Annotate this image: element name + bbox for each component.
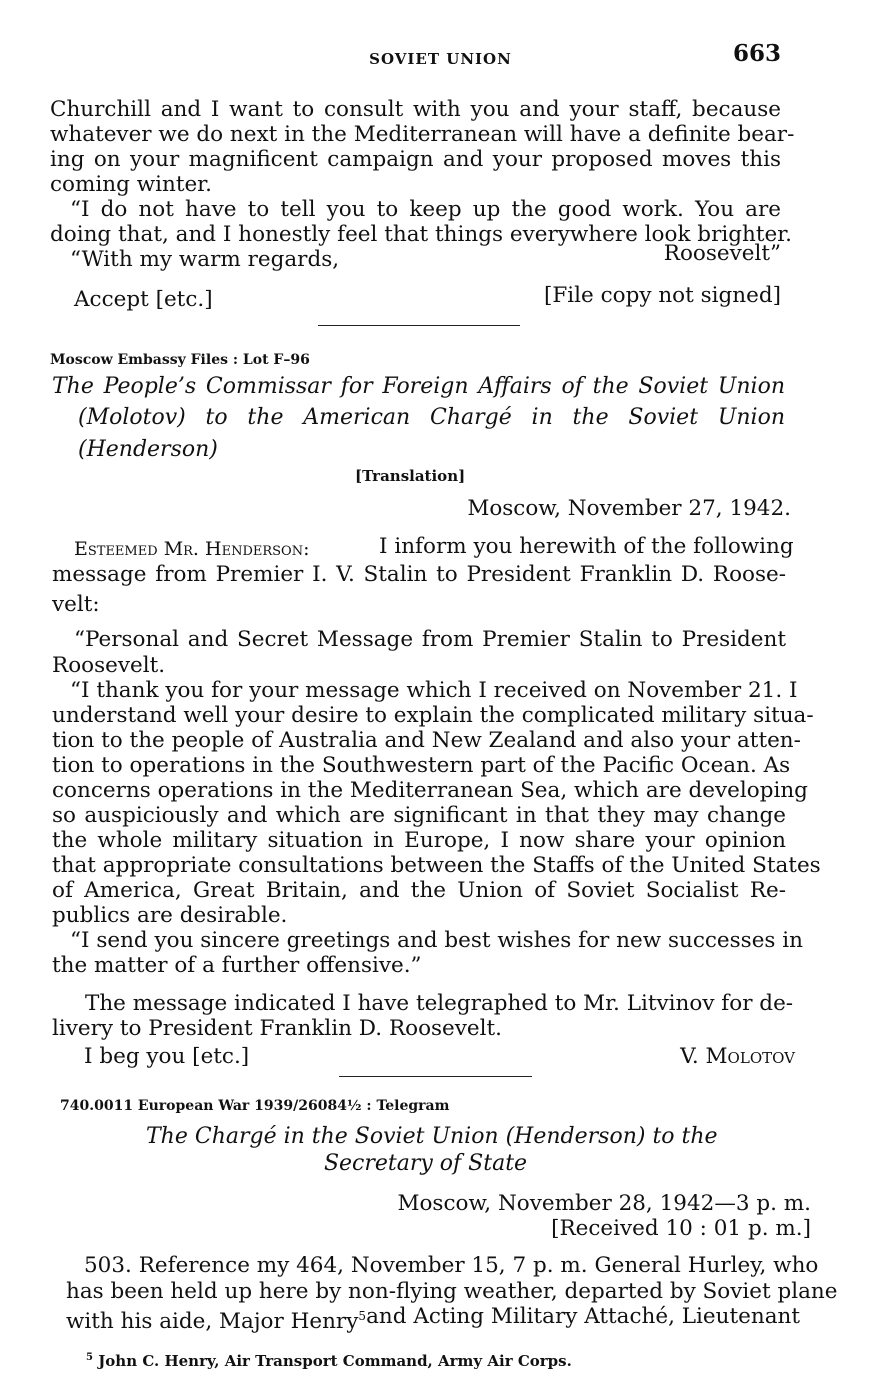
document-title: (Molotov) to the American Chargé in the Soviet Union — [78, 405, 785, 430]
text-line: has been held up here by non-flying weather, departed by Soviet plane — [66, 1279, 838, 1304]
text-line: “With my warm regards, — [70, 247, 340, 272]
page-number: 663 — [732, 40, 781, 67]
dateline: Moscow, November 27, 1942. — [467, 496, 791, 521]
document-title: The People’s Commissar for Foreign Affairs of the Soviet Union — [52, 374, 785, 399]
text-line: so auspiciously and which are significant in that they may change — [52, 803, 786, 828]
text-line: of America, Great Britain, and the Union of Soviet Socialist Re- — [52, 878, 786, 903]
text-line: doing that, and I honestly feel that things everywhere look brighter. — [50, 222, 792, 247]
section-divider — [318, 325, 520, 326]
text-line: tion to the people of Australia and New Zealand and also your atten- — [52, 728, 801, 753]
signature: Roosevelt” — [663, 241, 781, 266]
text-line: the whole military situation in Europe, I now share your opinion — [52, 828, 786, 853]
text-line: “Personal and Secret Message from Premier Stalin to President — [74, 627, 786, 652]
text-line: “I thank you for your message which I received on November 21. I — [70, 678, 798, 703]
footnote-marker: 5 — [358, 1309, 366, 1323]
section-divider — [339, 1076, 532, 1077]
file-copy-note: [File copy not signed] — [543, 283, 781, 308]
text-segment: and Acting Military Attaché, Lieutenant — [366, 1304, 800, 1329]
text-line: understand well your desire to explain the complicated military situa- — [52, 703, 814, 728]
text-line: Roosevelt. — [52, 653, 166, 678]
text-line: “I send you sincere greetings and best wishes for new successes in — [70, 928, 804, 953]
signature: V. Molotov — [680, 1044, 795, 1069]
text-line: “I do not have to tell you to keep up the good work. You are — [70, 197, 781, 222]
text-line: The message indicated I have telegraphed to Mr. Litvinov for de- — [85, 991, 794, 1016]
text-line: coming winter. — [50, 172, 212, 197]
text-line — [66, 1303, 800, 1335]
source-reference: 740.0011 European War 1939/26084½ : Telegram — [60, 1098, 450, 1114]
text-line: 503. Reference my 464, November 15, 7 p. m. General Hurley, who — [84, 1253, 819, 1278]
source-reference: Moscow Embassy Files : Lot F–96 — [50, 352, 310, 368]
text-line: livery to President Franklin D. Roosevelt. — [52, 1016, 502, 1041]
footnote — [86, 1352, 572, 1370]
closing: I beg you [etc.] — [84, 1044, 250, 1069]
dateline: Moscow, November 28, 1942—3 p. m. — [397, 1191, 811, 1216]
text-line: publics are desirable. — [52, 903, 288, 928]
text-line: the matter of a further offensive.” — [52, 953, 422, 978]
text-line: ing on your magnificent campaign and your proposed moves this — [50, 147, 781, 172]
document-title: (Henderson) — [78, 437, 218, 462]
text-line: message from Premier I. V. Stalin to President Franklin D. Roose- — [52, 562, 786, 587]
text-line: concerns operations in the Mediterranean Sea, which are developing — [52, 778, 808, 803]
running-head: SOVIET UNION — [369, 50, 512, 68]
text-line: tion to operations in the Southwestern part of the Pacific Ocean. As — [52, 753, 791, 778]
text-line: I inform you herewith of the following — [379, 534, 794, 559]
salutation: Esteemed Mr. Henderson: — [74, 538, 310, 560]
footnote-number: 5 — [86, 1352, 93, 1363]
text-line: Churchill and I want to consult with you and your staff, because — [50, 97, 781, 122]
text-line: whatever we do next in the Mediterranean will have a definite bear- — [50, 122, 795, 147]
text-segment: with his aide, Major Henry$^5$ — [66, 1309, 366, 1335]
text-line: velt: — [52, 592, 100, 617]
text-line: that appropriate consultations between the Staffs of the United States — [52, 853, 821, 878]
translation-note: [Translation] — [355, 467, 466, 485]
document-title: The Chargé in the Soviet Union (Henderson) to the — [146, 1124, 718, 1149]
footnote-text: John C. Henry, Air Transport Command, Army Air Corps. — [98, 1352, 572, 1370]
received-note: [Received 10 : 01 p. m.] — [551, 1216, 811, 1241]
closing: Accept [etc.] — [74, 287, 213, 312]
document-title: Secretary of State — [323, 1151, 528, 1176]
